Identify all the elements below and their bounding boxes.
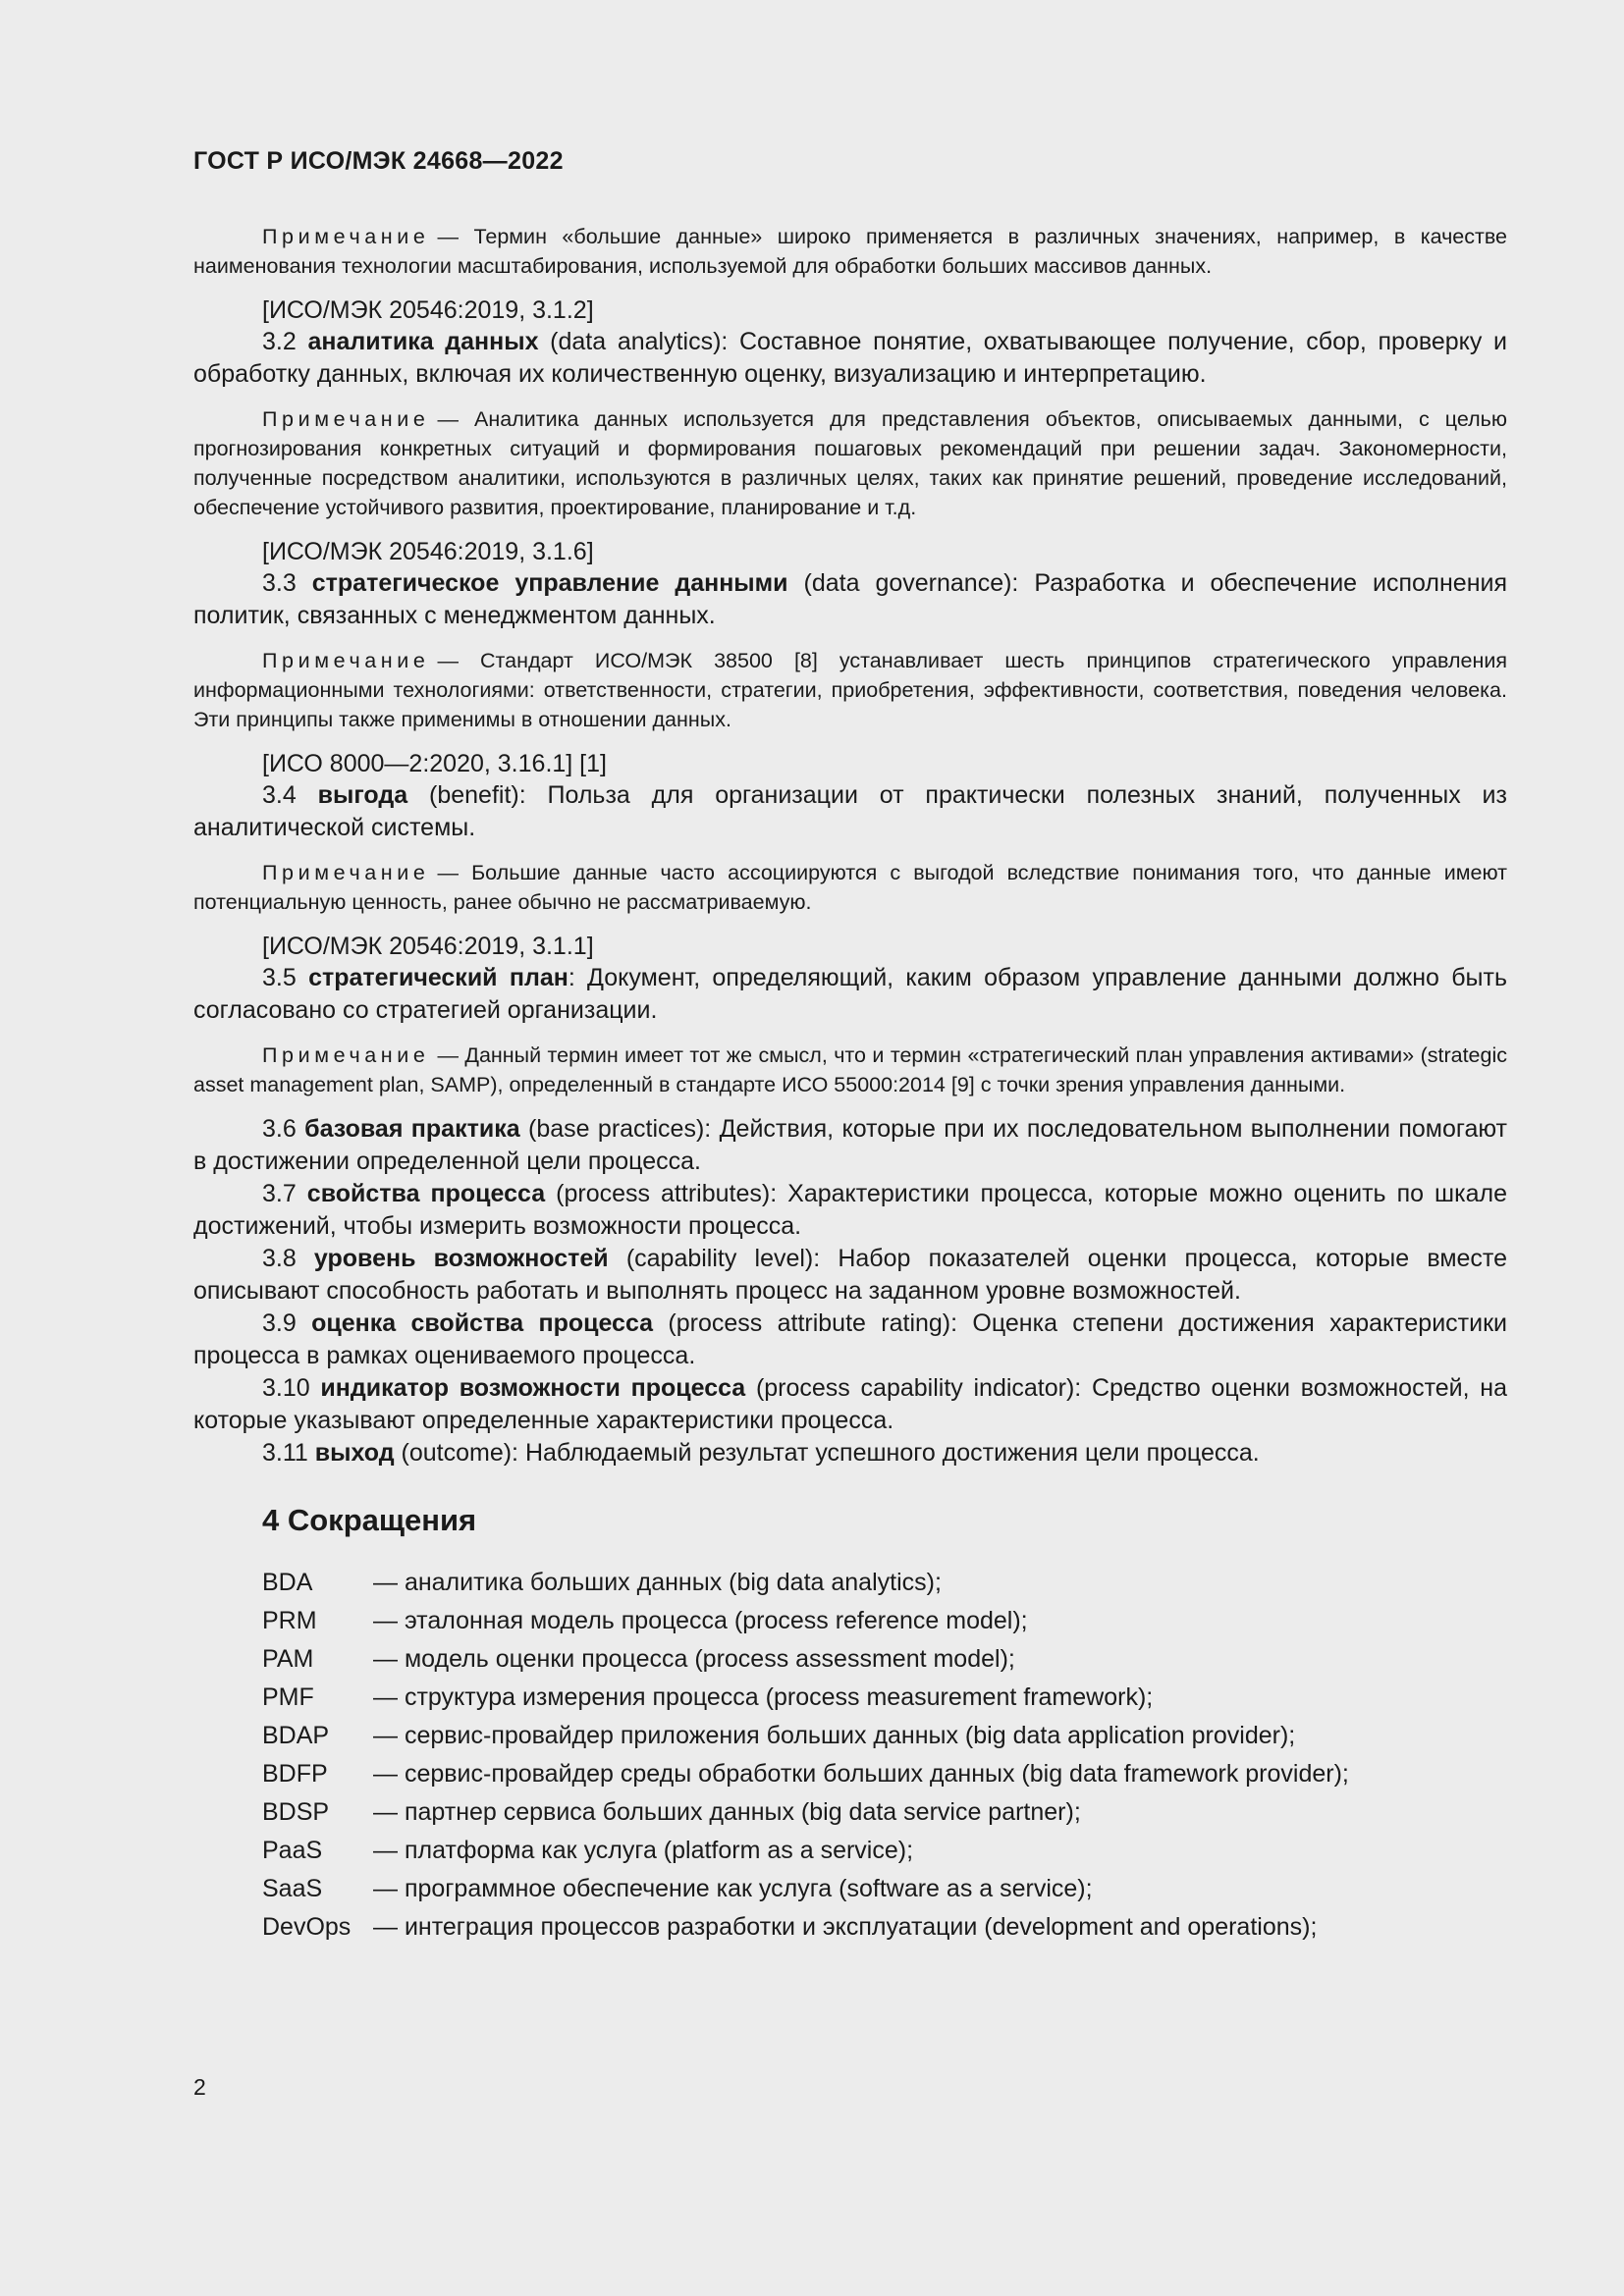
term-3-4 (193, 779, 1507, 844)
term-name: стратегический план (308, 964, 568, 991)
document-header: ГОСТ Р ИСО/МЭК 24668—2022 (193, 147, 564, 175)
term-number: 3.7 (262, 1180, 297, 1207)
term-number: 3.10 (262, 1374, 310, 1402)
term-definition: (process attributes): Характеристики процесса, которые можно оценить по шкале достижений, чтобы измерить возможности процесса. (193, 1180, 1507, 1240)
term-3-9 (193, 1308, 1507, 1372)
term-definition: : Документ, определяющий, каким образом управление данными должно быть согласовано со стратегией организации. (193, 964, 1507, 1024)
note-3 (193, 646, 1507, 734)
abbreviation-key: SaaS (262, 1875, 323, 1902)
note-5 (193, 1041, 1507, 1099)
source-reference: [ИСО/МЭК 20546:2019, 3.1.2] (262, 296, 594, 324)
abbreviation-key: BDSP (262, 1798, 330, 1826)
note-label: Примечание (262, 225, 430, 248)
abbreviation-key: BDA (262, 1569, 313, 1596)
abbreviation-row (262, 1755, 1507, 1793)
abbreviation-row (262, 1679, 1507, 1717)
abbreviation-definition: — платформа как услуга (platform as a service); (373, 1837, 914, 1864)
term-definition: (data analytics): Составное понятие, охватывающее получение, сбор, проверку и обработку данных, включая их количественную оценку, визуализацию и интерпретацию. (193, 328, 1508, 388)
note-2 (193, 404, 1507, 522)
term-3-7 (193, 1178, 1507, 1243)
abbreviation-row (262, 1832, 1507, 1870)
abbreviation-definition: — эталонная модель процесса (process reference model); (373, 1607, 1028, 1634)
abbreviation-definition: — сервис-провайдер среды обработки больших данных (big data framework provider); (373, 1760, 1349, 1788)
term-number: 3.11 (262, 1439, 308, 1467)
term-number: 3.9 (262, 1309, 297, 1337)
note-1 (193, 222, 1507, 281)
term-name: базовая практика (304, 1115, 520, 1143)
note-label: Примечание (262, 861, 430, 884)
term-definition: (process capability indicator): Средство оценки возможностей, на которые указывают определенные характеристики процесса. (193, 1374, 1507, 1434)
term-definition: (base practices): Действия, которые при их последовательном выполнении помогают в достижении определенной цели процесса. (193, 1115, 1507, 1175)
abbreviation-key: PaaS (262, 1837, 323, 1864)
term-3-3 (193, 567, 1507, 632)
abbreviation-key: PAM (262, 1645, 314, 1673)
source-reference: [ИСО/МЭК 20546:2019, 3.1.1] (262, 933, 594, 960)
term-number: 3.5 (262, 964, 297, 991)
term-number: 3.4 (262, 781, 297, 809)
term-number: 3.6 (262, 1115, 297, 1143)
note-text: — Данный термин имеет тот же смысл, что и термин «стратегический план управления активами» (strategic asset management plan, SAMP), определенный в стандарте ИСО 55000:2014 [9] с точки зрения управления данными. (193, 1043, 1507, 1096)
term-name: аналитика данных (307, 328, 539, 355)
abbreviation-definition: — модель оценки процесса (process assessment model); (373, 1645, 1015, 1673)
note-label: Примечание (262, 407, 430, 431)
abbreviation-key: DevOps (262, 1913, 352, 1941)
note-label: Примечание (262, 1043, 430, 1067)
note-text: — Стандарт ИСО/МЭК 38500 [8] устанавливает шесть принципов стратегического управления информационными технологиями: ответственности, стратегии, приобретения, эффективности, соответствия, поведения человека. Эти принципы также применимы в отношении данных. (193, 649, 1507, 731)
source-reference: [ИСО/МЭК 20546:2019, 3.1.6] (262, 538, 594, 565)
term-number: 3.3 (262, 569, 297, 597)
abbreviation-definition: — интеграция процессов разработки и эксплуатации (development and operations); (373, 1913, 1318, 1941)
term-name: оценка свойства процесса (311, 1309, 654, 1337)
abbreviation-row (262, 1640, 1507, 1679)
term-3-5 (193, 962, 1507, 1027)
term-3-8 (193, 1243, 1507, 1308)
abbreviation-definition: — сервис-провайдер приложения больших данных (big data application provider); (373, 1722, 1296, 1749)
abbreviation-definition: — структура измерения процесса (process measurement framework); (373, 1683, 1154, 1711)
term-3-11 (193, 1437, 1507, 1469)
note-text: — Термин «большие данные» широко применяется в различных значениях, например, в качестве наименования технологии масштабирования, используемой для обработки больших массивов данных. (193, 225, 1507, 278)
term-name: выход (314, 1439, 395, 1467)
term-3-6 (193, 1113, 1507, 1178)
note-text: — Аналитика данных используется для представления объектов, описываемых данными, с целью прогнозирования конкретных ситуаций и формирования пошаговых рекомендаций при решении задач. Закономерности, полученные посредством аналитики, используются в различных целях, таких как принятие решений, проведение исследований, обеспечение устойчивого развития, проектирование, планирование и т.д. (193, 407, 1507, 519)
term-definition: (data governance): Разработка и обеспечение исполнения политик, связанных с менеджментом данных. (193, 569, 1507, 629)
abbreviation-row (262, 1908, 1507, 1947)
note-label: Примечание (262, 649, 430, 672)
abbreviation-key: PRM (262, 1607, 317, 1634)
term-definition: (outcome): Наблюдаемый результат успешного достижения цели процесса. (394, 1439, 1260, 1467)
term-number: 3.8 (262, 1245, 297, 1272)
abbreviation-row (262, 1793, 1507, 1832)
abbreviation-key: BDAP (262, 1722, 330, 1749)
term-3-10 (193, 1372, 1507, 1437)
term-definition: (capability level): Набор показателей оценки процесса, которые вместе описывают способность работать и выполнять процесс на заданном уровне возможностей. (193, 1245, 1507, 1305)
term-definition: (benefit): Польза для организации от практически полезных знаний, полученных из аналитической системы. (193, 781, 1507, 841)
note-text: — Большие данные часто ассоциируются с выгодой вследствие понимания того, что данные имеют потенциальную ценность, ранее обычно не рассматриваемую. (193, 861, 1507, 914)
abbreviation-row (262, 1870, 1507, 1908)
term-name: выгода (317, 781, 408, 809)
note-4 (193, 858, 1507, 917)
term-definition: (process attribute rating): Оценка степени достижения характеристики процесса в рамках оцениваемого процесса. (193, 1309, 1507, 1369)
term-name: индикатор возможности процесса (320, 1374, 746, 1402)
abbreviations-list (262, 1564, 1507, 1947)
abbreviation-row (262, 1717, 1507, 1755)
abbreviation-key: BDFP (262, 1760, 328, 1788)
section-4-title: 4 Сокращения (262, 1503, 477, 1537)
abbreviation-row (262, 1564, 1507, 1602)
term-number: 3.2 (262, 328, 297, 355)
page-number: 2 (193, 2074, 206, 2100)
term-3-2 (193, 326, 1507, 391)
document-page (193, 0, 1507, 2296)
abbreviation-definition: — программное обеспечение как услуга (software as a service); (373, 1875, 1093, 1902)
source-reference: [ИСО 8000—2:2020, 3.16.1] [1] (262, 750, 607, 777)
abbreviation-definition: — аналитика больших данных (big data analytics); (373, 1569, 942, 1596)
abbreviation-row (262, 1602, 1507, 1640)
abbreviation-key: PMF (262, 1683, 314, 1711)
document-body (193, 222, 1507, 1947)
abbreviation-definition: — партнер сервиса больших данных (big data service partner); (373, 1798, 1081, 1826)
term-name: стратегическое управление данными (311, 569, 788, 597)
term-name: уровень возможностей (313, 1245, 609, 1272)
term-name: свойства процесса (306, 1180, 546, 1207)
